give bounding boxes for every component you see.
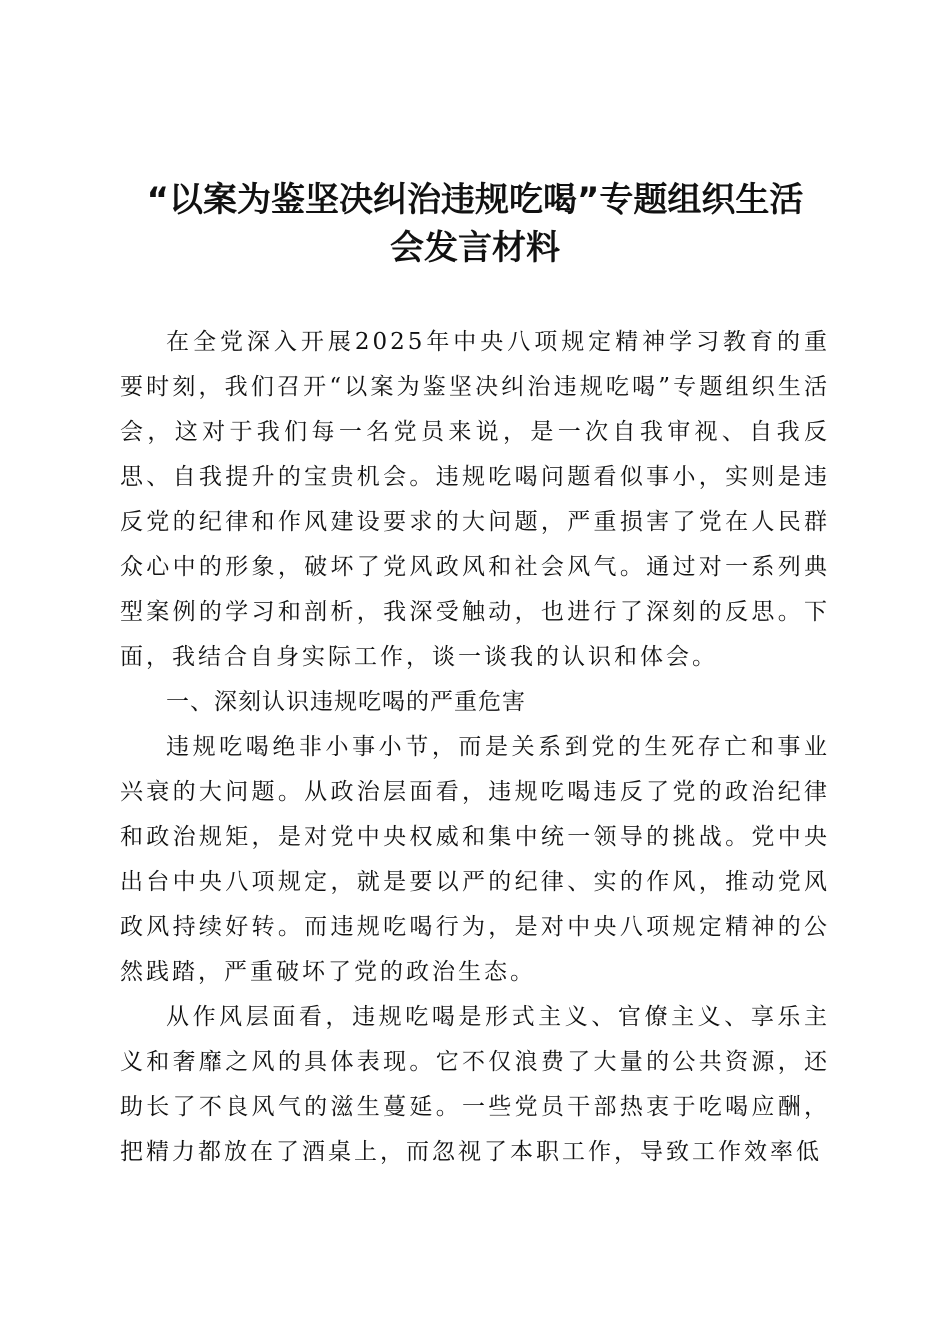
title-line-2: 会发言材料 bbox=[390, 228, 560, 268]
document-body bbox=[120, 320, 830, 1175]
title-line-1: “以案为鉴坚决纠治违规吃喝”专题组织生活 bbox=[146, 180, 804, 220]
section-heading-1: 一、深刻认识违规吃喝的严重危害 bbox=[166, 689, 526, 715]
paragraph-intro: 在全党深入开展2025年中央八项规定精神学习教育的重要时刻，我们召开“以案为鉴坚决纠治违规吃喝”专题组织生活会，这对于我们每一名党员来说，是一次自我审视、自我反思、自我提升的宝贵机会。违规吃喝问题看似事小，实则是违反党的纪律和作风建设要求的大问题，严重损害了党在人民群众心中的形象，破坏了党风政风和社会风气。通过对一系列典型案例的学习和剖析，我深受触动，也进行了深刻的反思。下面，我结合自身实际工作，谈一谈我的认识和体会。 bbox=[120, 329, 830, 670]
paragraph-style: 从作风层面看，违规吃喝是形式主义、官僚主义、享乐主义和奢靡之风的具体表现。它不仅浪费了大量的公共资源，还助长了不良风气的滋生蔓延。一些党员干部热衷于吃喝应酬，把精力都放在了酒桌上，而忽视了本职工作，导致工作效率低 bbox=[120, 1004, 830, 1165]
document-title bbox=[110, 176, 840, 272]
paragraph-political: 违规吃喝绝非小事小节，而是关系到党的生死存亡和事业兴衰的大问题。从政治层面看，违规吃喝违反了党的政治纪律和政治规矩，是对党中央权威和集中统一领导的挑战。党中央出台中央八项规定，就是要以严的纪律、实的作风，推动党风政风持续好转。而违规吃喝行为，是对中央八项规定精神的公然践踏，严重破坏了党的政治生态。 bbox=[120, 734, 830, 985]
